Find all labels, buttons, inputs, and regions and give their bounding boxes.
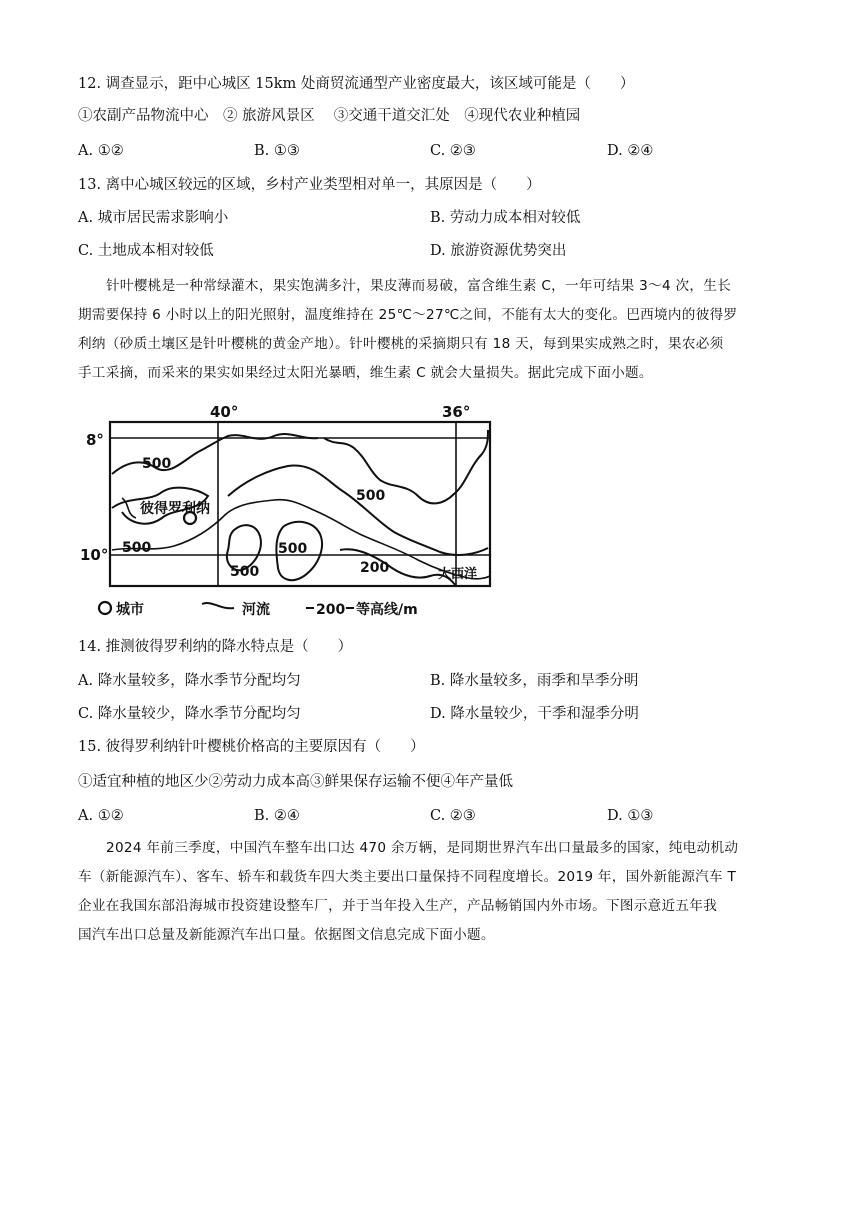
passage-auto-line: 企业在我国东部沿海城市投资建设整车厂，并于当年投入生产，产品畅销国内外市场。下图示意近五年我 xyxy=(78,898,718,914)
passage-auto-line: 国汽车出口总量及新能源汽车出口量。依据图文信息完成下面小题。 xyxy=(78,927,495,943)
passage-cherry-line: 手工采摘，而采来的果实如果经过太阳光暴晒，维生素 C 就会大量损失。据此完成下面小题。 xyxy=(78,365,653,381)
q12-option-b[interactable]: B. ①③ xyxy=(254,143,300,159)
contour-label: 500 xyxy=(142,456,172,472)
q14-option-a[interactable]: A. 降水量较多，降水季节分配均匀 xyxy=(78,673,301,689)
legend-contour-label: 等高线/m xyxy=(356,602,418,618)
legend-city-label: 城市 xyxy=(116,602,144,618)
contour-line xyxy=(228,465,488,554)
legend-river-icon xyxy=(202,603,234,608)
legend-city-icon xyxy=(99,602,111,614)
city-label: 彼得罗利纳 xyxy=(140,501,210,517)
q12-option-d[interactable]: D. ②④ xyxy=(607,143,654,159)
q13-option-b[interactable]: B. 劳动力成本相对较低 xyxy=(430,210,581,226)
q15-option-d[interactable]: D. ①③ xyxy=(607,808,654,824)
q13-stem: 13. 离中心城区较远的区域，乡村产业类型相对单一，其原因是（ ） xyxy=(78,177,541,193)
passage-auto-line: 2024 年前三季度，中国汽车整车出口达 470 余万辆，是同期世界汽车出口量最多的国家，纯电动机动 xyxy=(106,840,739,856)
q12-items: ①农副产品物流中心 ② 旅游风景区 ③交通干道交汇处 ④现代农业种植园 xyxy=(78,108,581,124)
map-lon-left-label: 40° xyxy=(210,403,239,421)
passage-auto-line: 车（新能源汽车）、客车、轿车和载货车四大类主要出口量保持不同程度增长。2019 年，国外新能源汽车 T xyxy=(78,869,737,885)
passage-cherry xyxy=(78,272,778,388)
contour-label: 500 xyxy=(230,564,260,580)
q12-option-c[interactable]: C. ②③ xyxy=(430,143,476,159)
q14-stem: 14. 推测彼得罗利纳的降水特点是（ ） xyxy=(78,639,353,655)
q15-option-c[interactable]: C. ②③ xyxy=(430,808,476,824)
q15-option-b[interactable]: B. ②④ xyxy=(254,808,300,824)
passage-cherry-line: 针叶樱桃是一种常绿灌木，果实饱满多汁，果皮薄而易破，富含维生素 C，一年可结果 3～4 次，生长 xyxy=(106,278,732,294)
legend-river-label: 河流 xyxy=(242,602,270,618)
map-lat-bottom-label: 10° xyxy=(80,546,109,564)
contour-label: 500 xyxy=(122,540,152,556)
passage-auto-export xyxy=(78,834,778,950)
q14-option-c[interactable]: C. 降水量较少，降水季节分配均匀 xyxy=(78,706,301,722)
map-lon-right-label: 36° xyxy=(442,403,471,421)
contour-line xyxy=(324,430,488,503)
contour-label: 200 xyxy=(360,560,390,576)
contour-label: 500 xyxy=(356,488,386,504)
passage-cherry-line: 利纳（砂质土壤区是针叶樱桃的黄金产地）。针叶樱桃的采摘期只有 18 天，每到果实成熟之时，果农必须 xyxy=(78,336,724,352)
q13-option-a[interactable]: A. 城市居民需求影响小 xyxy=(78,210,229,226)
q13-option-d[interactable]: D. 旅游资源优势突出 xyxy=(430,243,567,259)
q15-option-a[interactable]: A. ①② xyxy=(78,808,124,824)
contour-label: 500 xyxy=(278,541,308,557)
petrolina-map xyxy=(78,400,498,622)
q15-items: ①适宜种植的地区少②劳动力成本高③鲜果保存运输不便④年产量低 xyxy=(78,774,513,790)
map-lat-top-label: 8° xyxy=(86,431,104,449)
legend-contour-value: 200 xyxy=(316,602,346,618)
q12-stem: 12. 调查显示，距中心城区 15km 处商贸流通型产业密度最大，该区域可能是（ ） xyxy=(78,76,635,92)
passage-cherry-line: 期需要保持 6 小时以上的阳光照射，温度维持在 25℃～27℃之间，不能有太大的变化。巴西境内的彼得罗 xyxy=(78,307,738,323)
q15-stem: 15. 彼得罗利纳针叶樱桃价格高的主要原因有（ ） xyxy=(78,739,425,755)
q14-option-b[interactable]: B. 降水量较多，雨季和旱季分明 xyxy=(430,673,639,689)
q12-option-a[interactable]: A. ①② xyxy=(78,143,124,159)
q13-option-c[interactable]: C. 土地成本相对较低 xyxy=(78,243,214,259)
q14-option-d[interactable]: D. 降水量较少，干季和湿季分明 xyxy=(430,706,639,722)
ocean-label: 大西洋 xyxy=(438,567,478,582)
